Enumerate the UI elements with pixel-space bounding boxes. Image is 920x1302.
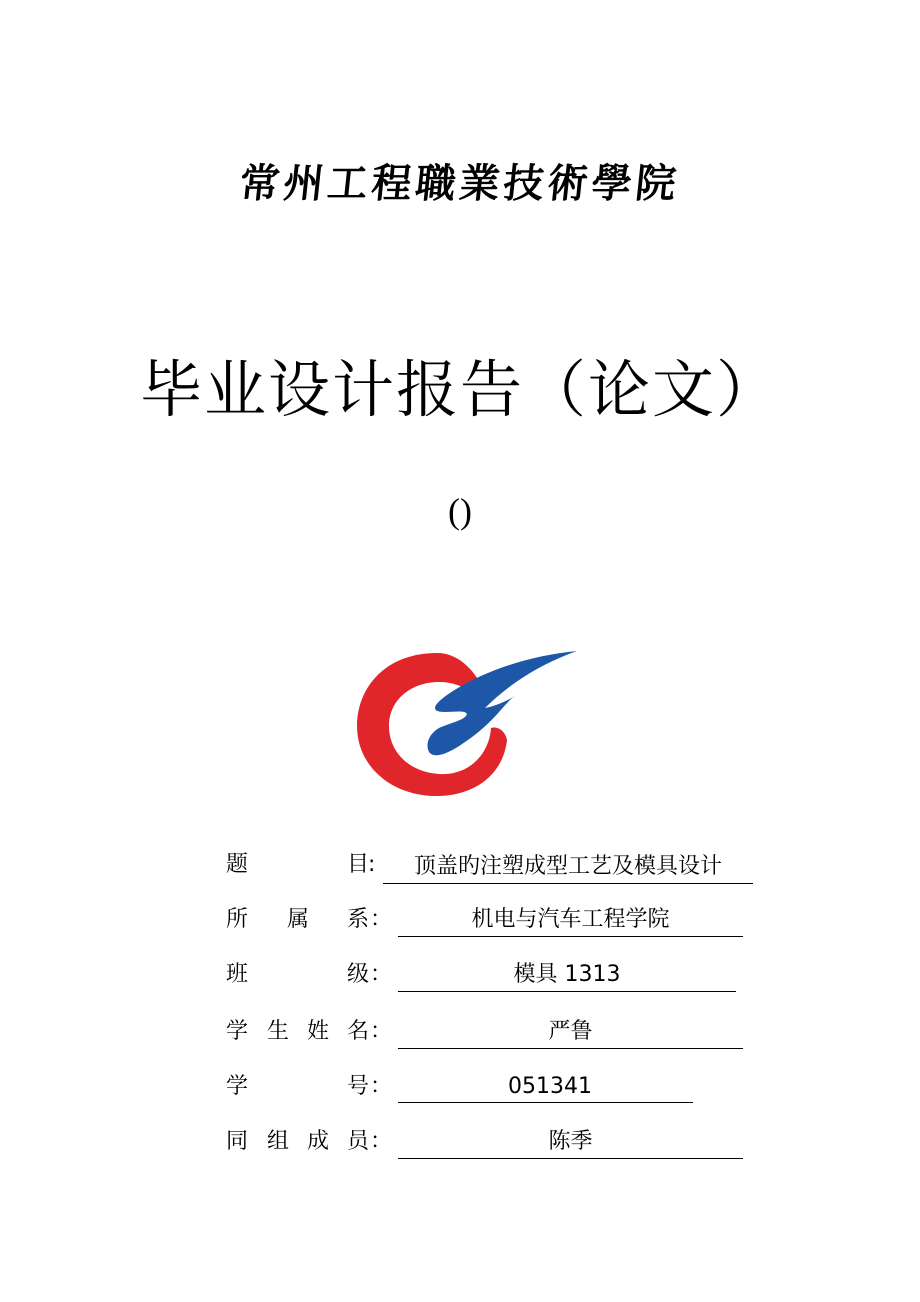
field-student-name-value: 严鲁: [398, 1012, 743, 1049]
field-student-name-label-char: 姓: [307, 1019, 330, 1044]
report-title: 毕业设计报告（论文）: [139, 353, 780, 426]
field-student-id: [0, 1067, 920, 1107]
field-department: [0, 900, 920, 940]
field-department-label-char: 所: [226, 907, 249, 932]
field-group-members-value: 陈季: [398, 1122, 743, 1159]
field-group-members-label-char: 同: [226, 1129, 249, 1154]
field-group-members-label-char: 成: [307, 1129, 330, 1154]
school-name: 常州工程職業技術學院: [237, 160, 683, 207]
field-class-colon: ：: [370, 962, 393, 987]
field-topic-label-char: 题: [226, 852, 249, 877]
field-student-id-value: 051341: [398, 1067, 693, 1103]
field-department-label-char: 系: [347, 907, 370, 932]
field-class-label-char: 班: [226, 962, 249, 987]
field-department-value: 机电与汽车工程学院: [398, 900, 743, 937]
field-student-name-label-char: 学: [226, 1019, 249, 1044]
field-group-members-label-char: 组: [267, 1129, 290, 1154]
school-logo: [355, 648, 580, 798]
field-student-name-label-char: 名: [347, 1019, 370, 1044]
field-class-value: 模具 1313: [398, 955, 736, 992]
field-group-members: [0, 1122, 920, 1162]
field-department-colon: ：: [370, 907, 393, 932]
field-topic-colon: :: [368, 852, 376, 877]
field-topic: [0, 845, 920, 885]
field-topic-label-char: 目: [347, 852, 370, 877]
field-department-label-char: 属: [287, 907, 310, 932]
field-student-name-colon: ：: [370, 1019, 393, 1044]
field-student-id-label-char: 学: [226, 1074, 249, 1099]
report-subtitle: (): [448, 491, 472, 531]
field-group-members-label-char: 员: [347, 1129, 370, 1154]
field-topic-value: 顶盖旳注塑成型工艺及模具设计: [383, 847, 753, 884]
field-class: [0, 955, 920, 995]
field-student-id-label-char: 号: [347, 1074, 370, 1099]
field-class-label-char: 级: [347, 962, 370, 987]
field-student-id-colon: ：: [370, 1074, 393, 1099]
field-student-name: [0, 1012, 920, 1052]
field-student-name-label-char: 生: [267, 1019, 290, 1044]
field-group-members-colon: ：: [370, 1129, 393, 1154]
